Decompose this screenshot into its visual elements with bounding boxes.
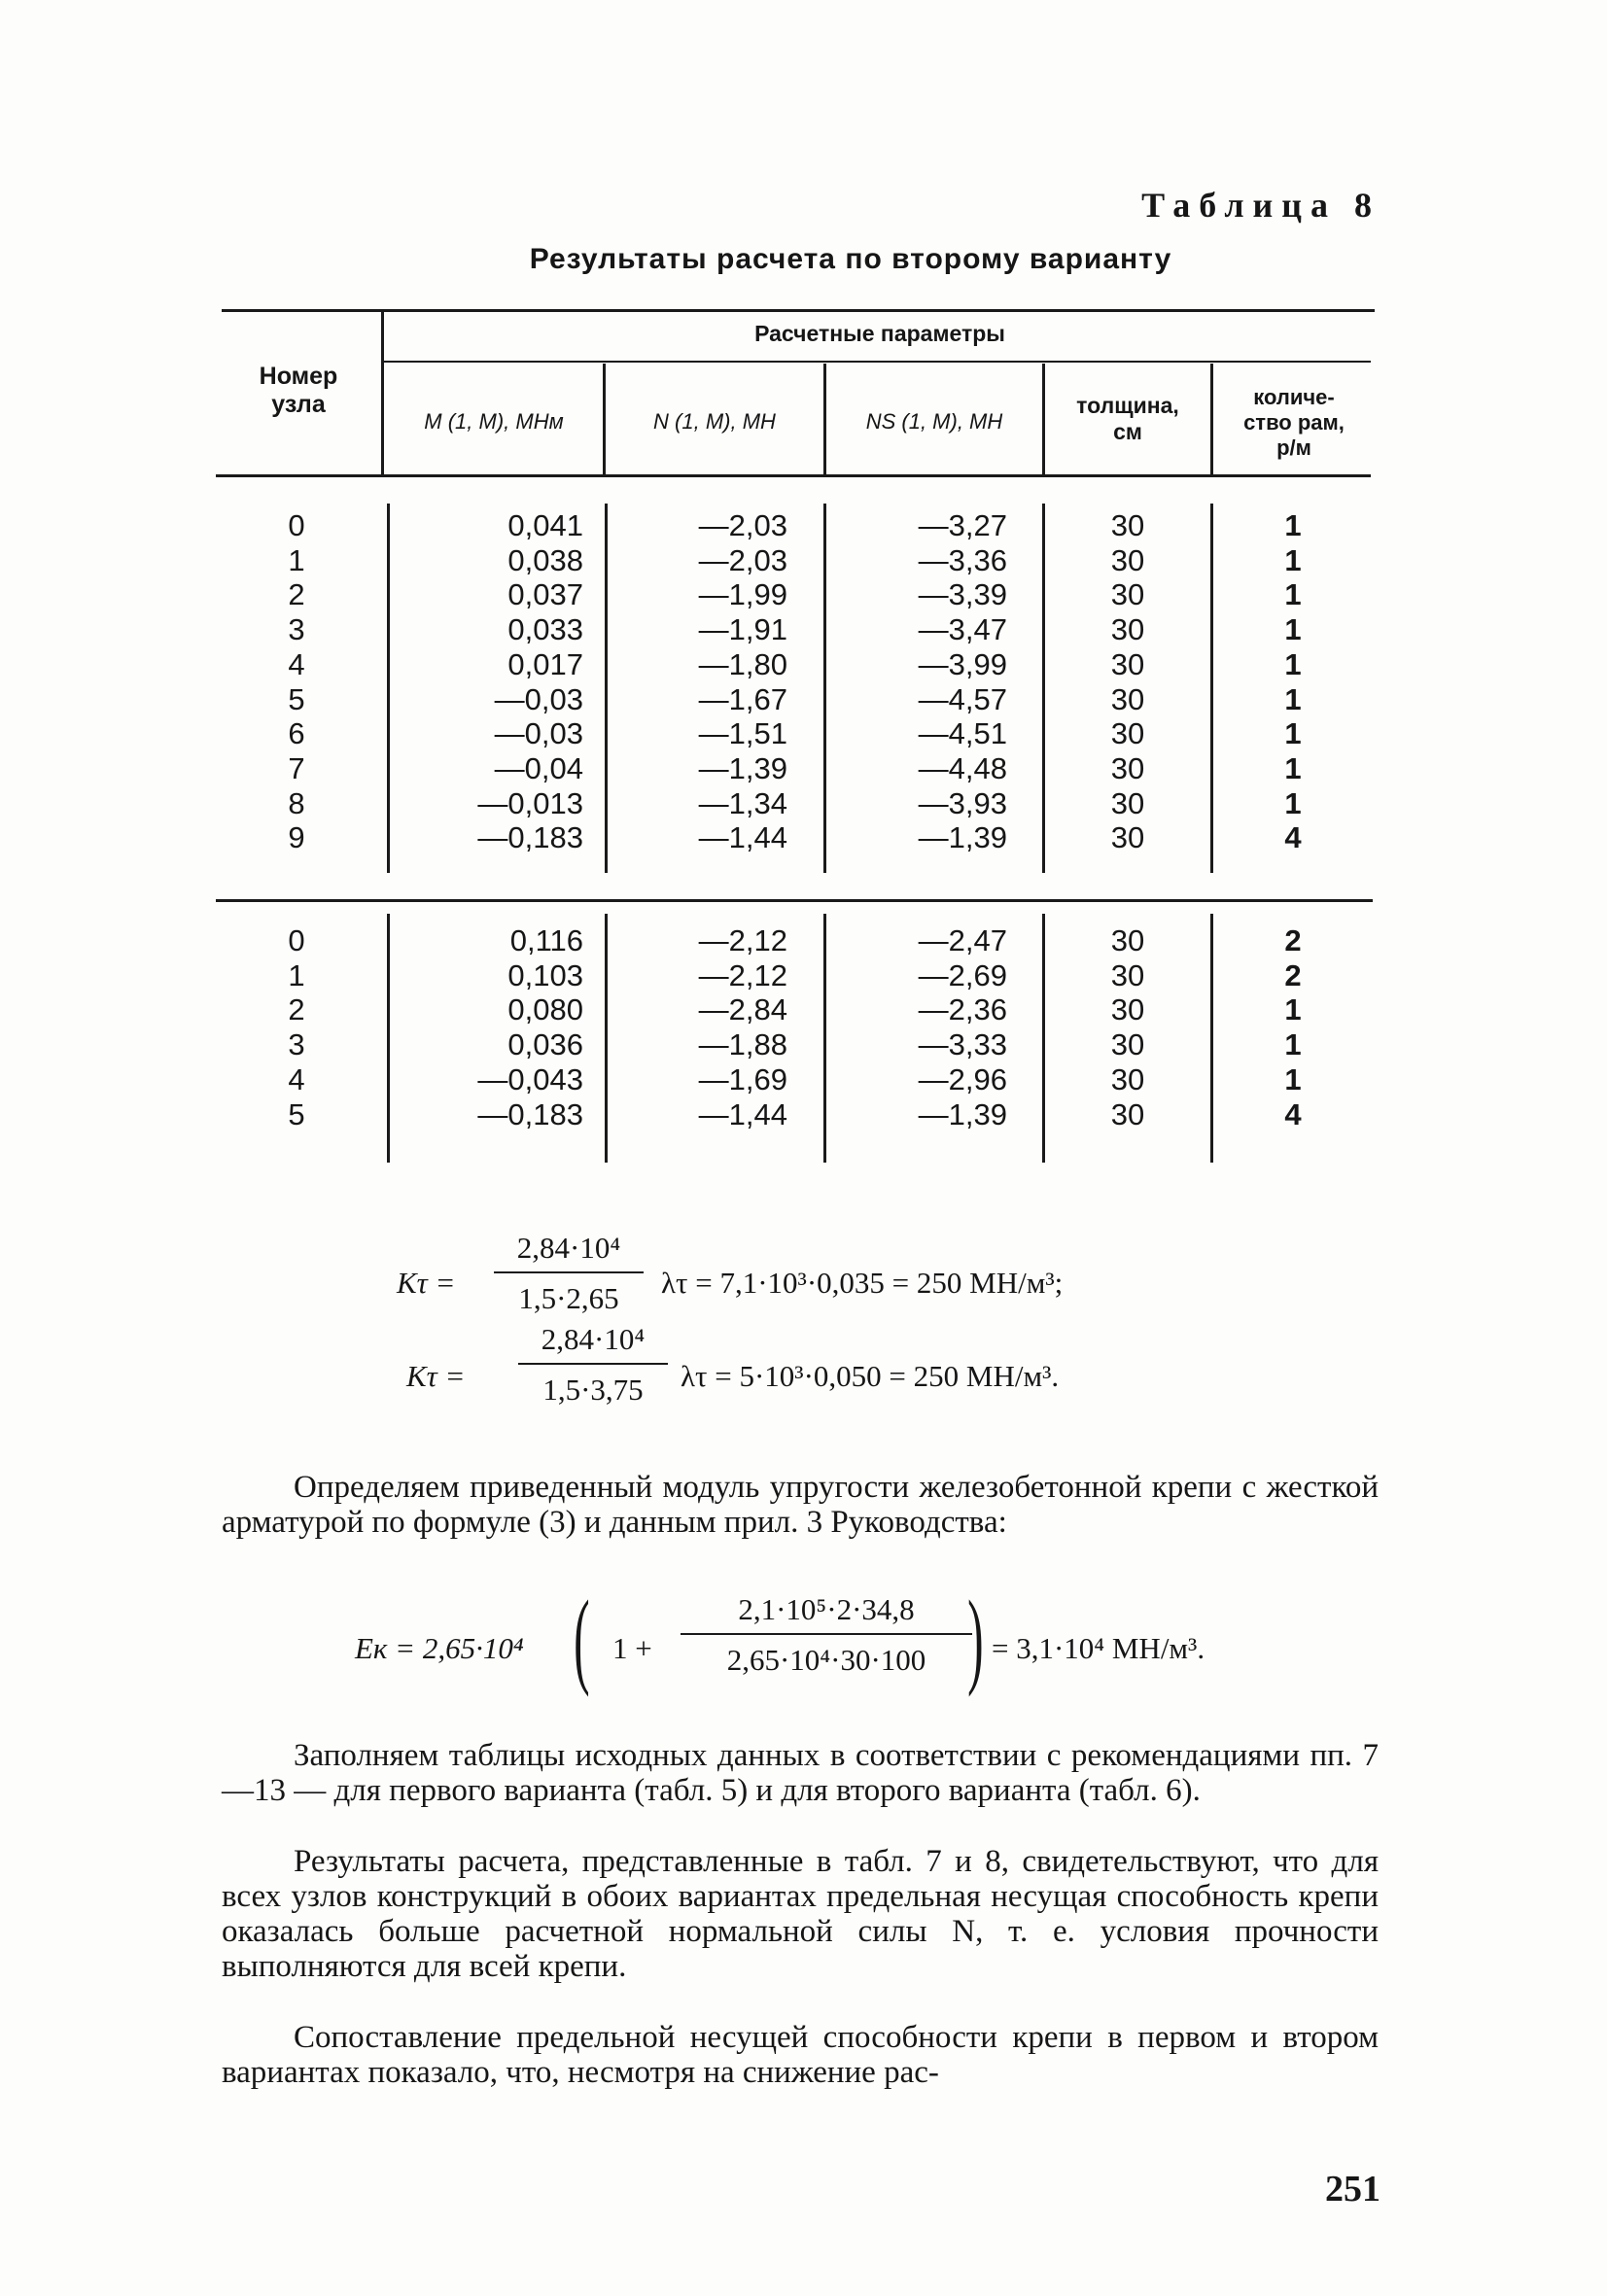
table-cell: 2 bbox=[1284, 923, 1302, 957]
table-cell: —1,67 bbox=[698, 681, 787, 716]
formula-rhs: λτ = 5·10³·0,050 = 250 МН/м³. bbox=[681, 1359, 1060, 1393]
paragraph-modulus bbox=[222, 1470, 1379, 1540]
formula-rhs: = 3,1·10⁴ МН/м³. bbox=[992, 1631, 1205, 1665]
table-cell: —2,84 bbox=[698, 992, 787, 1027]
paragraph-text: Результаты расчета, представленные в табл. 7 и 8, свидетельствуют, что для всех узлов конструкций в обоих вариантах предельная несущая способность крепи оказалась больше расчетной нормальной силы N, т. е. условия прочности выполняются для всей крепи. bbox=[222, 1844, 1379, 1984]
header-group-rule bbox=[381, 361, 1371, 363]
table-cell: —2,69 bbox=[918, 957, 1007, 992]
table-cell: —0,03 bbox=[494, 716, 583, 751]
header-frames-line: количе- bbox=[1253, 385, 1335, 409]
paragraph-tables bbox=[222, 1738, 1379, 1808]
header-frames-line: р/м bbox=[1276, 435, 1311, 460]
table-cell: —1,69 bbox=[698, 1061, 787, 1096]
col-divider bbox=[603, 364, 606, 474]
header-node bbox=[226, 363, 371, 419]
col-divider bbox=[387, 504, 390, 873]
table-cell: 30 bbox=[1110, 923, 1145, 957]
table-cell: 30 bbox=[1110, 681, 1145, 716]
formula-numerator: 2,1·10⁵·2·34,8 bbox=[738, 1592, 915, 1626]
table-cell: 2 bbox=[288, 577, 305, 612]
table-cell: —2,03 bbox=[698, 542, 787, 577]
table-cell: 30 bbox=[1110, 646, 1145, 681]
table-cell: —2,36 bbox=[918, 992, 1007, 1027]
group1-n-values bbox=[622, 508, 787, 855]
group1-thickness-values bbox=[1069, 508, 1186, 855]
table-cell: 30 bbox=[1110, 612, 1145, 647]
header-thickness-line: см bbox=[1113, 419, 1142, 444]
group1-m-values bbox=[399, 508, 583, 855]
table-cell: 30 bbox=[1110, 820, 1145, 855]
table-cell: —3,27 bbox=[918, 508, 1007, 542]
formula-numerator: 2,84·10⁴ bbox=[541, 1322, 646, 1356]
table-cell: 3 bbox=[288, 1027, 305, 1062]
table-cell: 2 bbox=[288, 992, 305, 1027]
table-cell: 1 bbox=[1284, 1061, 1302, 1096]
table-cell: 1 bbox=[1284, 577, 1302, 612]
table-cell: 3 bbox=[288, 612, 305, 647]
table-cell: 1 bbox=[1284, 681, 1302, 716]
table-cell: 30 bbox=[1110, 1027, 1145, 1062]
col-divider bbox=[605, 504, 608, 873]
table-cell: 1 bbox=[1284, 992, 1302, 1027]
header-node-line: Номер bbox=[259, 363, 338, 390]
col-divider bbox=[1210, 914, 1213, 1163]
page-number: 251 bbox=[1325, 2169, 1380, 2209]
table-cell: —3,33 bbox=[918, 1027, 1007, 1062]
table-cell: 1 bbox=[1284, 750, 1302, 785]
col-divider bbox=[1210, 504, 1213, 873]
header-m: M (1, M), MHм bbox=[424, 409, 564, 434]
table-cell: —1,39 bbox=[918, 1096, 1007, 1131]
col-divider bbox=[823, 364, 826, 474]
table-cell: —1,88 bbox=[698, 1027, 787, 1062]
table-cell: 4 bbox=[288, 1061, 305, 1096]
table-cell: —2,12 bbox=[698, 923, 787, 957]
group2-n-values bbox=[622, 923, 787, 1131]
header-node-line: узла bbox=[271, 391, 326, 418]
table-cell: —1,34 bbox=[698, 785, 787, 820]
table-cell: 0,037 bbox=[507, 577, 583, 612]
group1-ns-values bbox=[842, 508, 1007, 855]
table-cell: —4,57 bbox=[918, 681, 1007, 716]
table-cell: 30 bbox=[1110, 716, 1145, 751]
paragraph-text: Определяем приведенный модуль упругости железобетонной крепи с жесткой арматурой по формуле (3) и данным прил. 3 Руководства: bbox=[222, 1470, 1379, 1540]
table-cell: 30 bbox=[1110, 785, 1145, 820]
fraction-bar bbox=[494, 1271, 644, 1273]
table-cell: —3,36 bbox=[918, 542, 1007, 577]
table-cell: 0,116 bbox=[509, 923, 583, 957]
table-cell: —2,96 bbox=[918, 1061, 1007, 1096]
table-cell: 1 bbox=[1284, 716, 1302, 751]
col-divider bbox=[387, 914, 390, 1163]
table-cell: 30 bbox=[1110, 542, 1145, 577]
table-caption: Таблица 8 bbox=[1141, 186, 1380, 225]
table-cell: —2,12 bbox=[698, 957, 787, 992]
table-cell: 30 bbox=[1110, 750, 1145, 785]
table-cell: 5 bbox=[288, 681, 305, 716]
col-divider bbox=[1042, 364, 1045, 474]
formula-rhs: λτ = 7,1·10³·0,035 = 250 МН/м³; bbox=[661, 1266, 1064, 1300]
col-divider bbox=[1042, 914, 1045, 1163]
group-separator-rule bbox=[216, 899, 1373, 902]
right-paren-icon: ) bbox=[967, 1579, 984, 1697]
paragraph-text: Сопоставление предельной несущей способности крепи в первом и втором вариантах показало, что, несмотря на снижение рас- bbox=[222, 2020, 1379, 2090]
table-cell: —3,39 bbox=[918, 577, 1007, 612]
table-cell: —2,47 bbox=[918, 923, 1007, 957]
table-cell: 0,033 bbox=[507, 612, 583, 647]
header-thickness-line: толщина, bbox=[1076, 393, 1179, 418]
table-cell: 0 bbox=[288, 508, 305, 542]
table-cell: —4,51 bbox=[918, 716, 1007, 751]
table-cell: 1 bbox=[1284, 508, 1302, 542]
table-cell: —2,03 bbox=[698, 508, 787, 542]
formula-denominator: 1,5·2,65 bbox=[518, 1281, 619, 1315]
formula-lhs: Kτ = bbox=[406, 1359, 466, 1393]
table-cell: 1 bbox=[1284, 1027, 1302, 1062]
fraction-bar bbox=[518, 1363, 668, 1365]
table-cell: —1,80 bbox=[698, 646, 787, 681]
col-divider bbox=[1042, 504, 1045, 873]
header-n: N (1, M), MH bbox=[653, 409, 776, 434]
table-cell: 1 bbox=[1284, 646, 1302, 681]
table-cell: 5 bbox=[288, 1096, 305, 1131]
table-cell: —1,44 bbox=[698, 1096, 787, 1131]
table-cell: 30 bbox=[1110, 992, 1145, 1027]
table-cell: —0,03 bbox=[494, 681, 583, 716]
table-cell: 9 bbox=[288, 820, 305, 855]
table-cell: —0,183 bbox=[477, 1096, 583, 1131]
paragraph-results bbox=[222, 1844, 1379, 1984]
table-cell: —1,44 bbox=[698, 820, 787, 855]
table-cell: —0,043 bbox=[477, 1061, 583, 1096]
table-cell: 1 bbox=[1284, 785, 1302, 820]
table-cell: —0,04 bbox=[494, 750, 583, 785]
table-top-rule bbox=[222, 309, 1375, 312]
group2-thickness-values bbox=[1069, 923, 1186, 1131]
table-cell: —3,99 bbox=[918, 646, 1007, 681]
table-cell: 6 bbox=[288, 716, 305, 751]
table-cell: 4 bbox=[288, 646, 305, 681]
table-cell: 0 bbox=[288, 923, 305, 957]
table-cell: 1 bbox=[1284, 612, 1302, 647]
table-cell: 2 bbox=[1284, 957, 1302, 992]
table-cell: 8 bbox=[288, 785, 305, 820]
table-cell: 0,038 bbox=[507, 542, 583, 577]
group2-m-values bbox=[399, 923, 583, 1131]
table-cell: —3,93 bbox=[918, 785, 1007, 820]
col-divider bbox=[1210, 364, 1213, 474]
col-divider bbox=[823, 504, 826, 873]
table-cell: —1,99 bbox=[698, 577, 787, 612]
table-cell: 0,036 bbox=[507, 1027, 583, 1062]
group1-nodes bbox=[243, 508, 350, 855]
col-divider bbox=[605, 914, 608, 1163]
header-group: Расчетные параметры bbox=[754, 321, 1005, 346]
table-cell: 30 bbox=[1110, 957, 1145, 992]
table-cell: 1 bbox=[288, 542, 305, 577]
table-cell: 0,017 bbox=[507, 646, 583, 681]
table-cell: 0,041 bbox=[507, 508, 583, 542]
formula-numerator: 2,84·10⁴ bbox=[516, 1231, 621, 1265]
table-cell: —0,183 bbox=[477, 820, 583, 855]
table-cell: 1 bbox=[288, 957, 305, 992]
table-cell: 30 bbox=[1110, 1096, 1145, 1131]
left-paren-icon: ( bbox=[574, 1579, 590, 1697]
table-cell: —4,48 bbox=[918, 750, 1007, 785]
formula-lhs: Kτ = bbox=[397, 1266, 456, 1300]
table-cell: 1 bbox=[1284, 542, 1302, 577]
paragraph-comparison bbox=[222, 2020, 1379, 2090]
header-bottom-rule bbox=[216, 474, 1371, 477]
group2-nodes bbox=[243, 923, 350, 1131]
group1-frames-values bbox=[1235, 508, 1351, 855]
table-cell: 0,103 bbox=[507, 957, 583, 992]
table-cell: 4 bbox=[1284, 820, 1302, 855]
header-ns: NS (1, M), MH bbox=[865, 409, 1003, 434]
fraction-bar bbox=[681, 1633, 972, 1635]
group2-frames-values bbox=[1235, 923, 1351, 1131]
header-frames-line: ство рам, bbox=[1243, 410, 1345, 435]
table-cell: —1,51 bbox=[698, 716, 787, 751]
formula-lhs: Eк = 2,65·10⁴ bbox=[355, 1631, 524, 1665]
col-divider bbox=[823, 914, 826, 1163]
table-cell: 30 bbox=[1110, 508, 1145, 542]
table-cell: —3,47 bbox=[918, 612, 1007, 647]
table-cell: —1,39 bbox=[918, 820, 1007, 855]
table-cell: 4 bbox=[1284, 1096, 1302, 1131]
header-thickness bbox=[1046, 393, 1209, 445]
paragraph-text: Заполняем таблицы исходных данных в соответствии с рекомендациями пп. 7—13 — для первого варианта (табл. 5) и для второго варианта (табл. 6). bbox=[222, 1738, 1379, 1808]
table-cell: 30 bbox=[1110, 577, 1145, 612]
table-cell: —0,013 bbox=[477, 785, 583, 820]
formula-denominator: 2,65·10⁴·30·100 bbox=[726, 1643, 926, 1677]
header-frames bbox=[1214, 385, 1374, 461]
formula-one-plus: 1 + bbox=[612, 1631, 652, 1665]
table-cell: 0,080 bbox=[507, 992, 583, 1027]
table-cell: —1,91 bbox=[698, 612, 787, 647]
col-divider bbox=[381, 309, 384, 474]
formula-denominator: 1,5·3,75 bbox=[542, 1373, 644, 1407]
table-title: Результаты расчета по второму варианту bbox=[529, 243, 1172, 275]
group2-ns-values bbox=[842, 923, 1007, 1131]
table-cell: 30 bbox=[1110, 1061, 1145, 1096]
table-cell: 7 bbox=[288, 750, 305, 785]
table-cell: —1,39 bbox=[698, 750, 787, 785]
